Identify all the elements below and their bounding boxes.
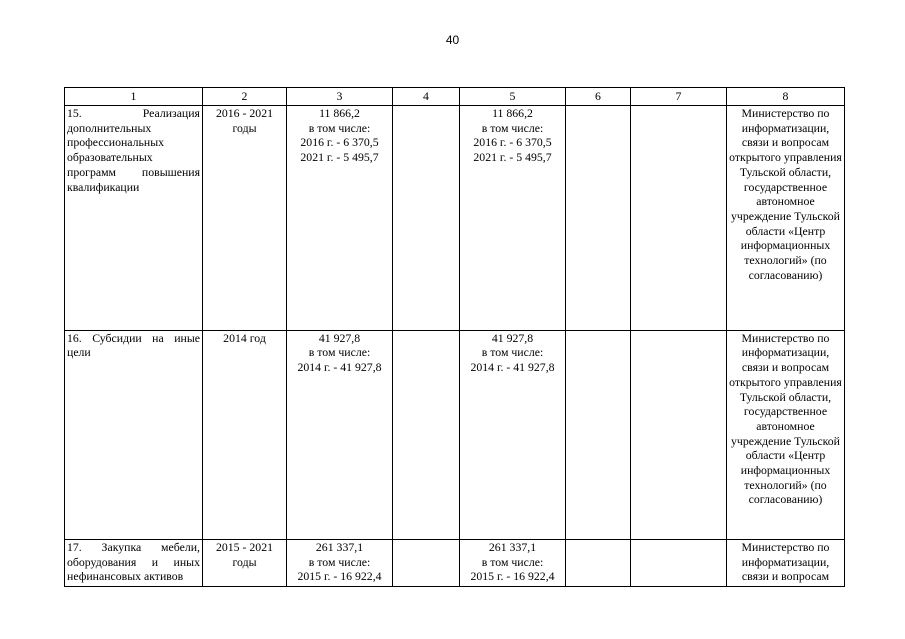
column-header: 2 [203,88,287,106]
funding-col4-cell [393,539,460,586]
header-row [65,88,845,106]
funding-line: 11 866,2 [492,106,533,120]
funding-line: 2014 г. - 41 927,8 [297,360,382,375]
funding-line: 2021 г. - 5 495,7 [300,150,379,165]
column-header: 6 [566,88,631,106]
funding-total-cell [287,330,393,539]
column-header: 5 [460,88,566,106]
funding-line: в том числе: [308,554,371,569]
funding-col5-cell [460,330,566,539]
funding-col4-cell [393,330,460,539]
funding-col7-cell [631,539,727,586]
executor-cell: Министерство по информатизации, связи и вопросам [727,539,845,586]
executor-cell: Министерство по информатизации, связи и вопросам открытого управления Тульской области, государственное автономное учреждение Тульской области «Центр информационных технологий» (по согласованию) [727,330,845,539]
period-cell: 2016 - 2021 годы [203,106,287,331]
funding-line: 11 866,2 [319,106,360,120]
funding-line: 2016 г. - 6 370,5 [300,135,379,150]
funding-col6-cell [566,330,631,539]
funding-total-cell [287,106,393,331]
page-number: 40 [445,33,460,47]
funding-line: 2015 г. - 16 922,4 [297,569,382,584]
funding-line: 261 337,1 [315,539,364,554]
funding-col6-cell [566,106,631,331]
funding-line: 261 337,1 [488,539,537,554]
funding-col5-cell [460,106,566,331]
program-table [64,87,845,587]
table-row [65,330,845,539]
column-header: 8 [727,88,845,106]
funding-col5-cell [460,539,566,586]
funding-col7-cell [631,106,727,331]
period-cell: 2014 год [203,330,287,539]
funding-col4-cell [393,106,460,331]
column-header: 4 [393,88,460,106]
activity-name-cell: 16. Субсидии на иные цели [65,330,203,539]
funding-line: 2015 г. - 16 922,4 [470,569,555,584]
funding-line: 2014 г. - 41 927,8 [470,360,555,375]
table-row [65,539,845,586]
funding-total-cell [287,539,393,586]
executor-cell: Министерство по информатизации, связи и вопросам открытого управления Тульской области, государственное автономное учреждение Тульской области «Центр информационных технологий» (по согласованию) [727,106,845,331]
funding-line: в том числе: [308,120,371,135]
column-header: 7 [631,88,727,106]
funding-col6-cell [566,539,631,586]
funding-line: 2021 г. - 5 495,7 [473,150,552,165]
activity-name-cell: 15. Реализация дополнительных профессиональных образовательных программ повышения квалификации [65,106,203,331]
funding-col7-cell [631,330,727,539]
period-cell: 2015 - 2021 годы [203,539,287,586]
column-header: 1 [65,88,203,106]
funding-line: 2016 г. - 6 370,5 [473,135,552,150]
column-header: 3 [287,88,393,106]
funding-line: 41 927,8 [491,330,534,345]
activity-name-cell: 17. Закупка мебели, оборудования и иных нефинансовых активов [65,539,203,586]
funding-line: 41 927,8 [318,330,361,345]
funding-line: в том числе: [481,120,544,135]
funding-line: в том числе: [481,345,544,360]
funding-line: в том числе: [481,554,544,569]
funding-line: в том числе: [308,345,371,360]
table-row [65,106,845,331]
